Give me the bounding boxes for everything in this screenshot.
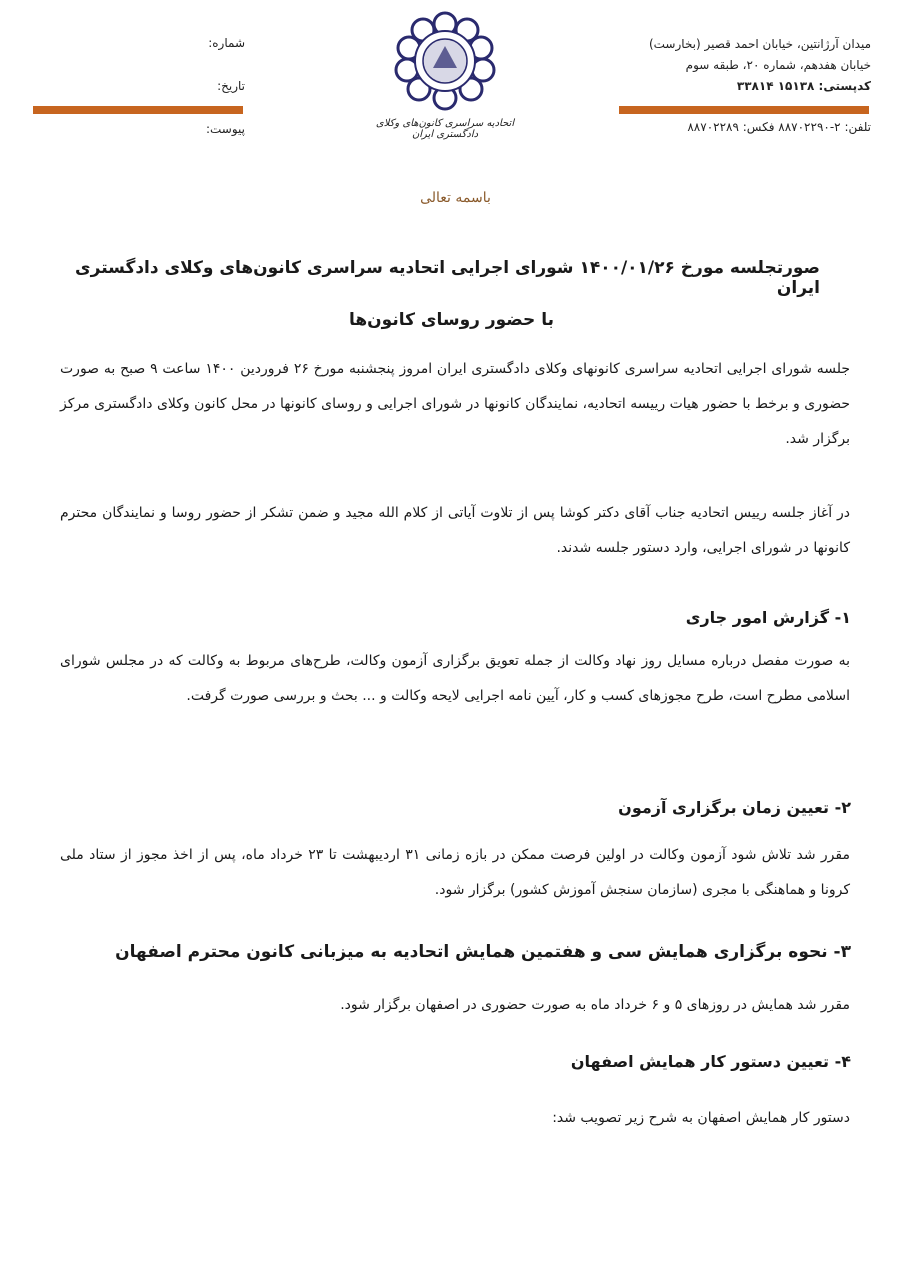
- phone-fax: تلفن: ۲-۸۸۷۰۲۲۹۰ فکس: ۸۸۷۰۲۲۸۹: [687, 120, 871, 134]
- header-divider-right: [619, 106, 869, 114]
- section-body: مقرر شد تلاش شود آزمون وکالت در اولین فرصت ممکن در بازه زمانی ۳۱ اردیبهشت تا ۲۳ خرداد ماه، پس از اخذ مجوز از ستاد ملی کرونا و هماهنگی با مجری (سازمان سنجش آموزش کشور) برگزار شود.: [60, 847, 850, 898]
- union-logo-icon: [385, 6, 505, 116]
- address-line-1: میدان آرژانتین، خیابان احمد قصیر (بخارست): [648, 37, 871, 51]
- section-heading: ۳- نحوه برگزاری همایش سی و هفتمین همایش اتحادیه به میزبانی کانون محترم اصفهان: [115, 942, 851, 962]
- attachment-label: پیوست:: [205, 122, 245, 136]
- section-heading: ۴- تعیین دستور کار همایش اصفهان: [570, 1052, 851, 1071]
- org-name: اتحادیه سراسری کانون‌های وکلای دادگستری ایران: [375, 118, 515, 140]
- document-subtitle: با حضور روسای کانون‌ها: [349, 310, 554, 330]
- section-body: دستور کار همایش اصفهان به شرح زیر تصویب شد:: [552, 1110, 850, 1126]
- address-line-2: خیابان هفدهم، شماره ۲۰، طبقه سوم: [685, 58, 871, 72]
- section-heading: ۱- گزارش امور جاری: [685, 608, 851, 627]
- bismillah: باسمه تعالی: [420, 190, 491, 206]
- document-title: صورتجلسه مورخ ۱۴۰۰/۰۱/۲۶ شورای اجرایی اتحادیه سراسری کانون‌های وکلای دادگستری ایران: [75, 258, 820, 298]
- section-body: به صورت مفصل درباره مسایل روز نهاد وکالت از جمله تعویق برگزاری آزمون وکالت، طرح‌های مربوط به وکالت که در مجلس شورای اسلامی مطرح است، طرح مجوزهای کسب و کار، آیین نامه اجرایی لایحه وکالت و ... بحث و بررسی صورت گرفت.: [60, 653, 850, 704]
- header-divider-left: [33, 106, 243, 114]
- postal-code: کدپستی: ۱۵۱۳۸ ۳۳۸۱۴: [736, 79, 871, 93]
- section-heading: ۲- تعیین زمان برگزاری آزمون: [618, 798, 851, 817]
- intro-paragraph: جلسه شورای اجرایی اتحادیه سراسری کانونهای وکلای دادگستری ایران امروز پنجشنبه مورخ ۲۶ فروردین ۱۴۰۰ ساعت ۹ صبح به صورت حضوری و برخط با حضور هیات رییسه اتحادیه، نمایندگان کانونها در شورای اجرایی و روسای کانونها در محل کانون وکلای دادگستری مرکز برگزار شد.: [60, 361, 851, 447]
- section-body: مقرر شد همایش در روزهای ۵ و ۶ خرداد ماه به صورت حضوری در اصفهان برگزار شود.: [340, 997, 850, 1013]
- number-label: شماره:: [208, 36, 245, 50]
- date-label: تاریخ:: [217, 79, 245, 93]
- opening-paragraph: در آغاز جلسه رییس اتحادیه جناب آقای دکتر کوشا پس از تلاوت آیاتی از کلام الله مجید و ضمن تشکر از حضور روسا و نمایندگان محترم کانونها در شورای اجرایی، وارد دستور جلسه شدند.: [60, 505, 850, 556]
